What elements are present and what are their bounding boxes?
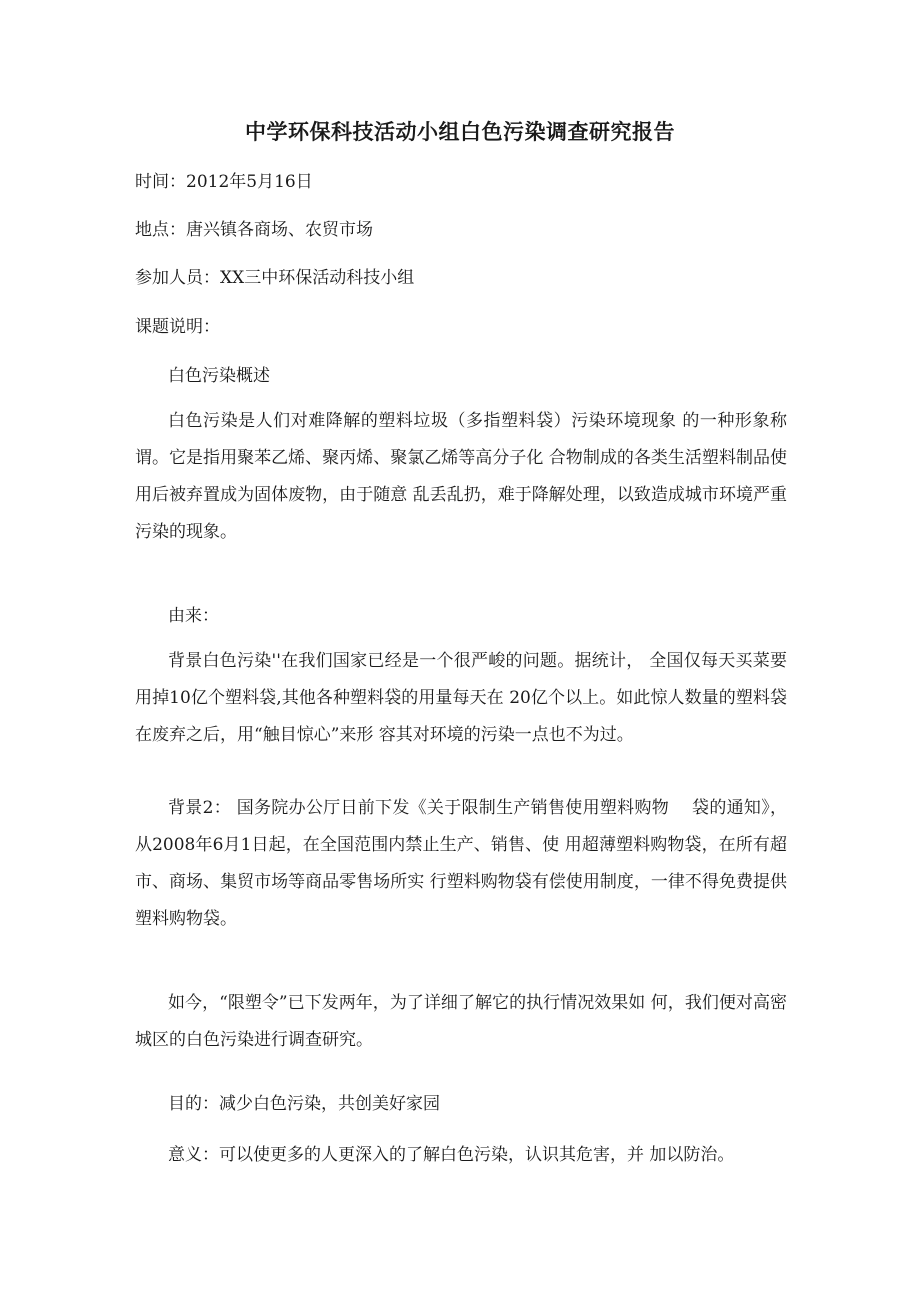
origin-heading: 由来： (168, 606, 219, 626)
purpose-line: 目的：减少白色污染，共创美好家园 (168, 1094, 440, 1114)
overview-paragraph: 白色污染是人们对难降解的塑料垃圾（多指塑料袋）污染环境现象 的一种形象称谓。它是指用聚苯乙烯、聚丙烯、聚氯乙烯等高分子化 合物制成的各类生活塑料制品使用后被弃置成为固体废物，由于随意 乱丢乱扔，难于降解处理，以致造成城市环境严重污染的现象。 (135, 411, 787, 542)
page-title: 中学环保科技活动小组白色污染调查研究报告 (245, 120, 675, 144)
significance-line: 意义：可以使更多的人更深入的了解白色污染，认识其危害，并 加以防治。 (168, 1145, 735, 1165)
topic-label: 课题说明： (135, 317, 220, 337)
overview-heading: 白色污染概述 (168, 366, 270, 386)
time-line: 时间：2012年5月16日 (135, 172, 313, 192)
participants-line: 参加人员：XX三中环保活动科技小组 (135, 268, 415, 288)
place-line: 地点：唐兴镇各商场、农贸市场 (135, 220, 373, 240)
background1-paragraph: 背景白色污染''在我们国家已经是一个很严峻的问题。据统计， 全国仅每天买菜要用掉10亿个塑料袋,其他各种塑料袋的用量每天在 20亿个以上。如此惊人数量的塑料袋在废弃之后，用“触目惊心”来形 容其对环境的污染一点也不为过。 (135, 651, 787, 745)
background2-paragraph: 背景2： 国务院办公厅日前下发《关于限制生产销售使用塑料购物 袋的通知》，从2008年6月1日起，在全国范围内禁止生产、销售、使 用超薄塑料购物袋，在所有超市、商场、集贸市场等商品零售场所实 行塑料购物袋有偿使用制度，一律不得免费提供塑料购物袋。 (135, 798, 787, 929)
now-paragraph: 如今，“限塑令”已下发两年，为了详细了解它的执行情况效果如 何，我们便对高密城区的白色污染进行调查研究。 (135, 993, 787, 1050)
